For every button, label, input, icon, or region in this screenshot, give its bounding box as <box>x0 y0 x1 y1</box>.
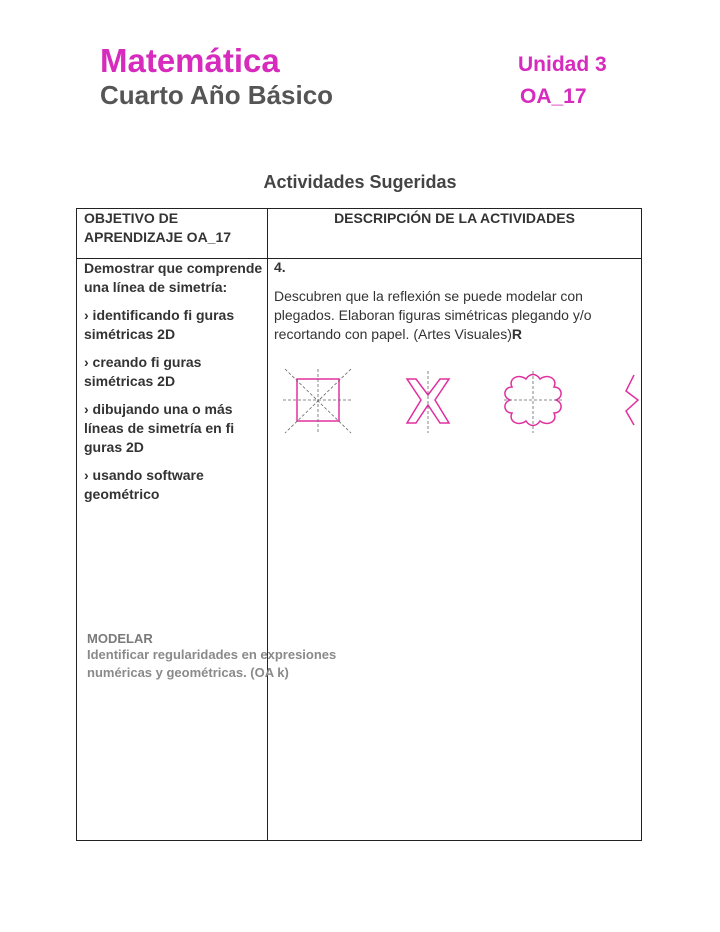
unit-label: Unidad 3 <box>518 53 607 76</box>
column-divider <box>267 209 268 840</box>
folded-square-figure <box>283 369 353 433</box>
symmetric-figures-illustration <box>280 367 642 439</box>
grade-title: Cuarto Año Básico <box>100 80 334 110</box>
activities-table <box>76 208 642 841</box>
activity-description-text: Descubren que la reflexión se puede modelar con plegados. Elaboran figuras simétricas plegando y/o recortando con papel. (Artes Visuales) <box>274 288 592 342</box>
modelar-text: Identificar regularidades en expresiones numéricas y geométricas. (OA k) <box>87 647 337 680</box>
folded-x-figure <box>407 371 449 433</box>
description-cell <box>274 259 624 344</box>
oa-label: OA_17 <box>520 85 587 108</box>
objective-item: › dibujando una o más líneas de simetría en fi guras 2D <box>84 401 235 455</box>
objective-item: › usando software geométrico <box>84 467 204 502</box>
folded-flower-figure <box>504 371 564 433</box>
objective-item: › creando fi guras simétricas 2D <box>84 354 202 389</box>
folded-partial-figure <box>626 375 638 425</box>
objective-intro: Demostrar que comprende una línea de simetría: <box>84 260 263 295</box>
section-title: Actividades Sugeridas <box>263 172 457 192</box>
description-column-header: DESCRIPCIÓN DE LA ACTIVIDADES <box>334 210 575 226</box>
subject-title: Matemática <box>100 42 280 79</box>
modelar-box <box>87 631 337 682</box>
objective-cell <box>84 259 264 504</box>
objective-column-header: OBJETIVO DE APRENDIZAJE OA_17 <box>84 210 232 245</box>
activity-number: 4. <box>274 259 286 275</box>
modelar-title: MODELAR <box>87 631 153 646</box>
objective-item: › identificando fi guras simétricas 2D <box>84 307 235 342</box>
activity-description <box>274 287 624 344</box>
activity-mark: R <box>511 326 522 342</box>
